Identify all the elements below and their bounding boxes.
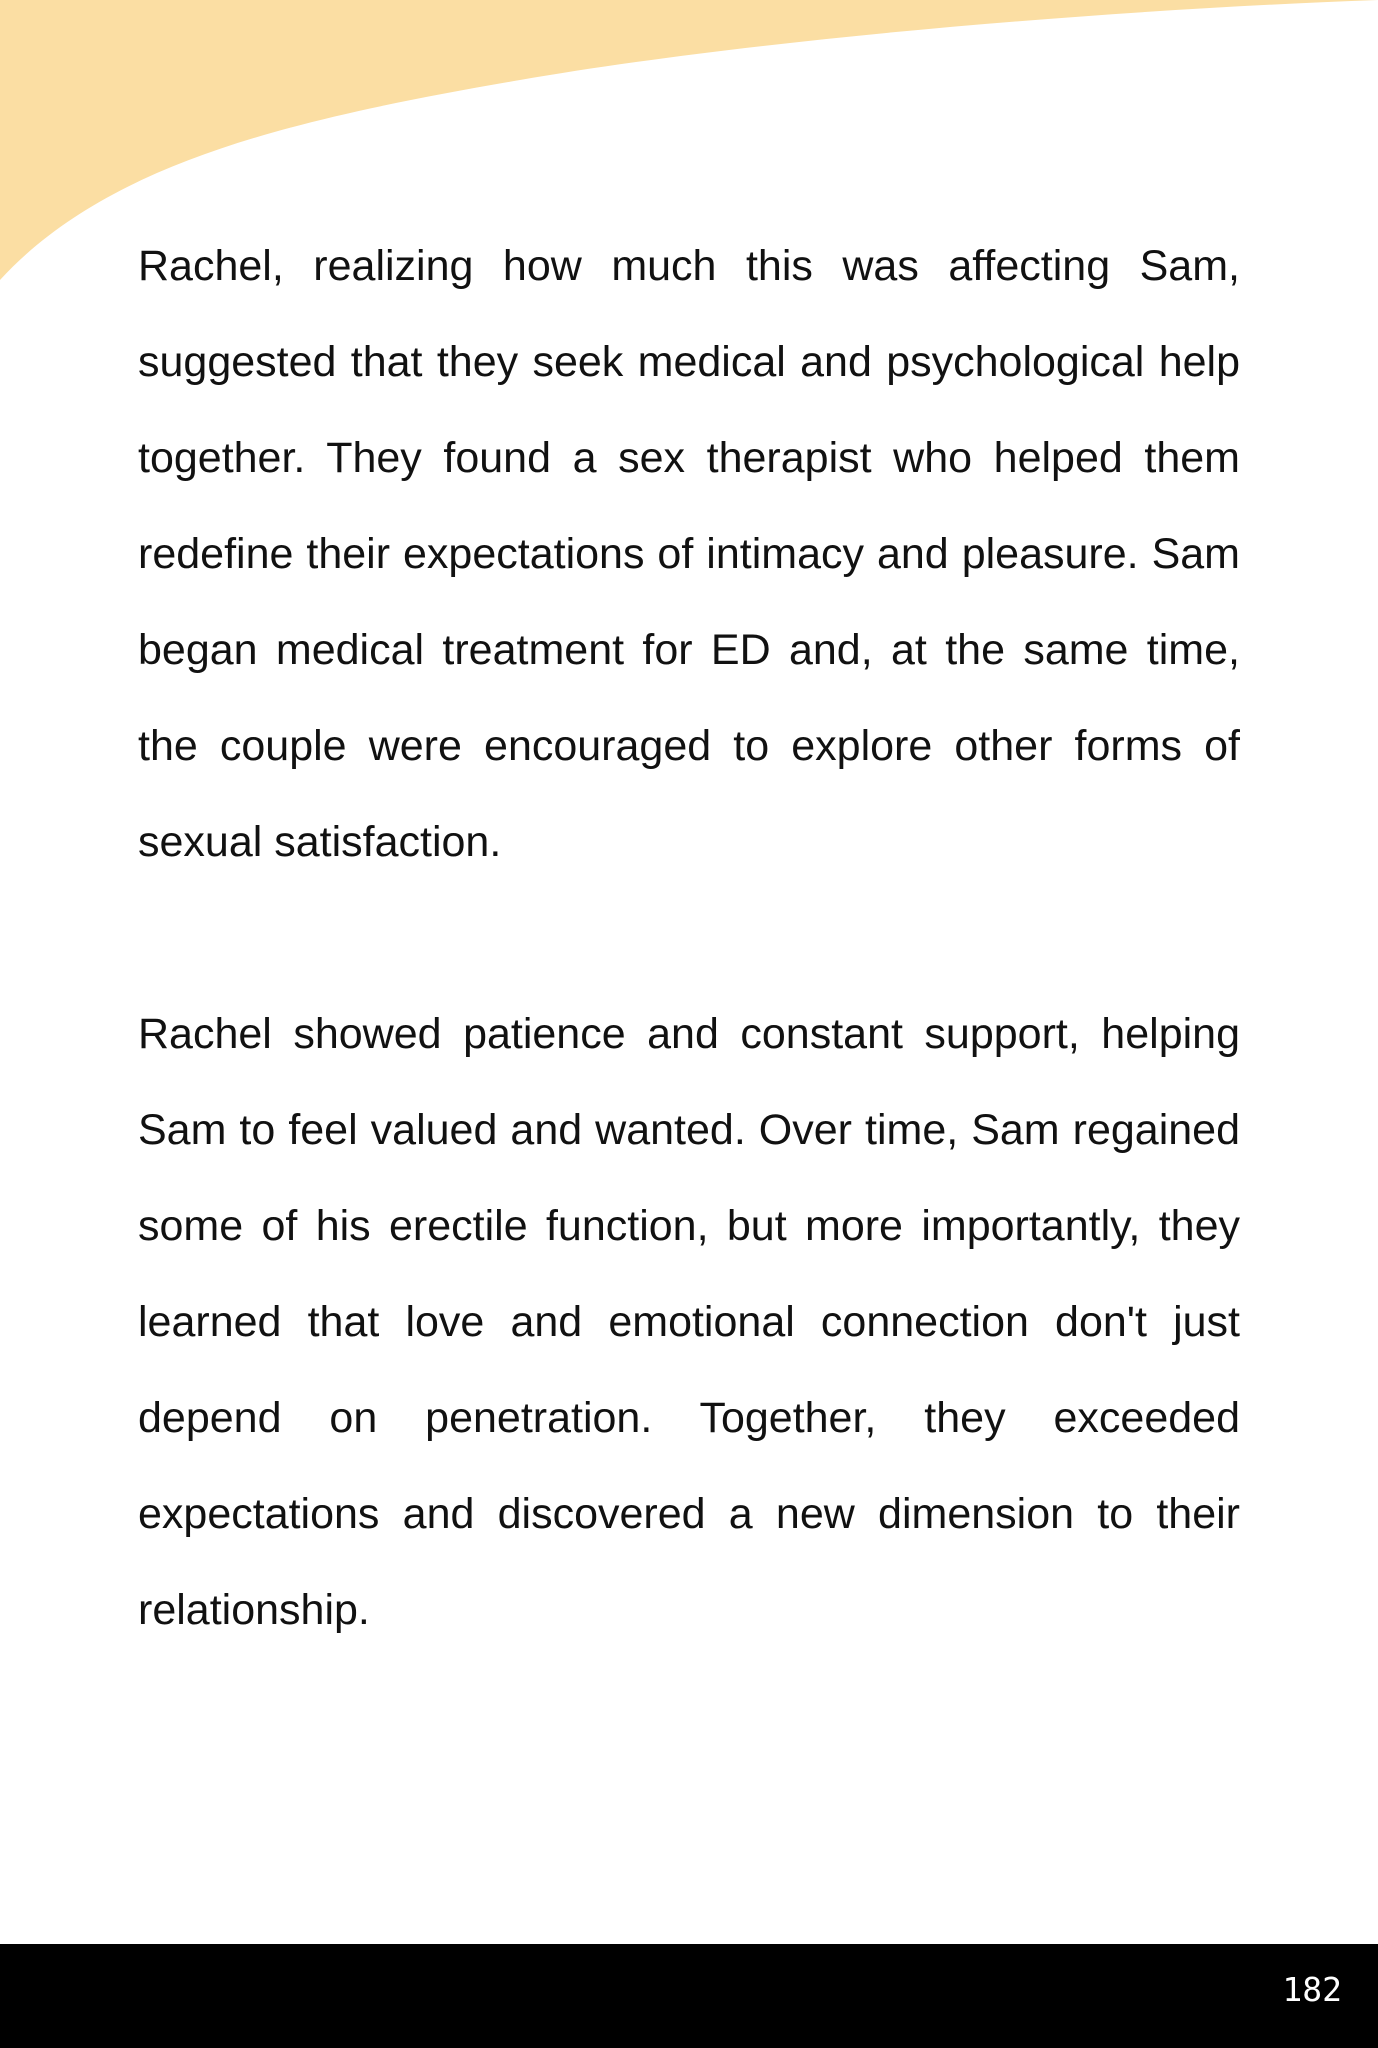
paragraph-2: Rachel showed patience and constant support, helping Sam to feel valued and wanted. Over time, Sam regained some of his erectile function, but more importantly, they learned that love and emotional connection don't just depend on penetration. Together, they exceeded expectations and discovered a new dimension to their relationship. (138, 1010, 1240, 1634)
paragraph-1: Rachel, realizing how much this was affecting Sam, suggested that they seek medical and psychological help together. They found a sex therapist who helped them redefine their expectations of intimacy and pleasure. Sam began medical treatment for ED and, at the same time, the couple were encouraged to explore other forms of sexual satisfaction. (138, 242, 1240, 866)
body-text (138, 218, 1240, 1658)
page-number: 182 (1282, 1970, 1342, 2009)
footer-bar (0, 1944, 1378, 2048)
